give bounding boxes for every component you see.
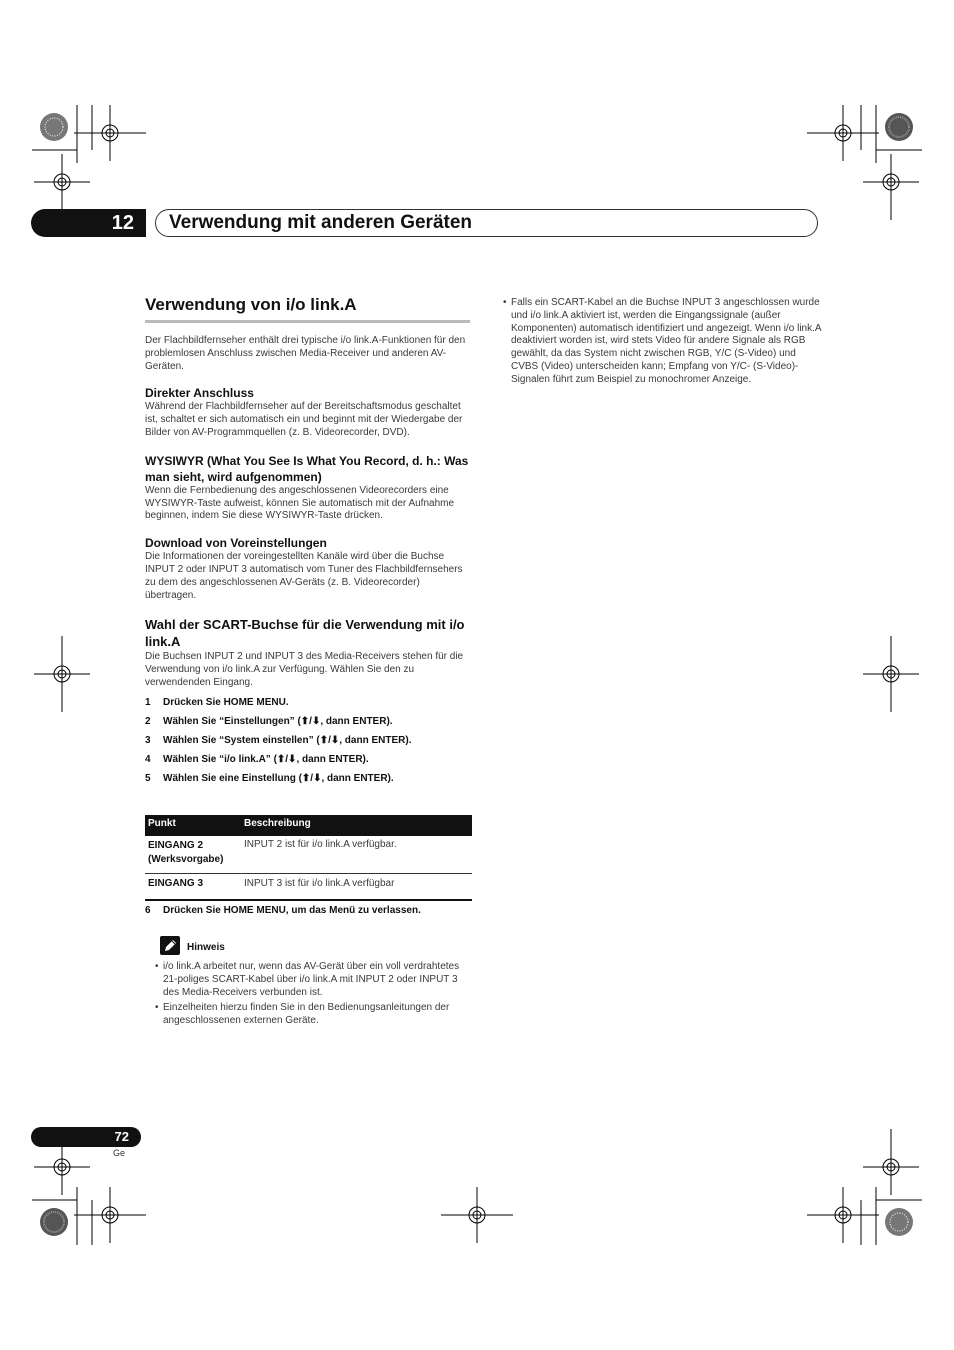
feature-text-direct: Während der Flachbildfernseher auf der Bereitschaftsmodus geschaltet ist, schaltet er sich automatisch ein und beginnt mit der Wiedergabe der Bilder von AV-Programmquellen (z. B. Videorecorder, DVD). — [145, 401, 463, 438]
table-cell-item: EINGANG 2 (Werksvorgabe) — [148, 840, 224, 865]
feature-heading-download: Download von Voreinstellungen — [145, 536, 327, 551]
table-cell-desc: INPUT 2 ist für i/o link.A verfügbar. — [244, 839, 397, 850]
settings-table — [145, 815, 472, 901]
chapter-title: Verwendung mit anderen Geräten — [169, 212, 473, 233]
step-item: 3 Wählen Sie “System einstellen” (⬆/⬇, dann ENTER). — [145, 734, 412, 746]
language-code: Ge — [113, 1148, 126, 1158]
step-item: 2 Wählen Sie “Einstellungen” (⬆/⬇, dann ENTER). — [145, 715, 393, 727]
chapter-number-tab — [31, 209, 146, 237]
table-header-item: Punkt — [148, 818, 176, 829]
chapter-number: 12 — [111, 212, 134, 234]
section-intro: Der Flachbildfernseher enthält drei typische i/o link.A-Funktionen für den problemlosen Anschluss zwischen Media-Receiver und anderen AV-Geräten. — [145, 335, 466, 372]
pencil-note-icon — [160, 936, 180, 955]
note-item: • Einzelheiten hierzu finden Sie in den Bedienungsanleitungen der angeschlossenen externen Geräte. — [155, 1002, 470, 1028]
table-row — [145, 874, 472, 901]
feature-heading-direct: Direkter Anschluss — [145, 386, 254, 401]
step-item: 1 Drücken Sie HOME MENU. — [145, 696, 289, 708]
note-box — [155, 936, 470, 1028]
note-item: • i/o link.A arbeitet nur, wenn das AV-Gerät über ein voll verdrahtetes 21-poliges SCART-Kabel über i/o link.A mit INPUT 2 oder INPUT 3 des Media-Receivers verbunden ist. — [155, 961, 470, 999]
step-item: 5 Wählen Sie eine Einstellung (⬆/⬇, dann ENTER). — [145, 772, 394, 784]
chapter-title-box — [155, 209, 818, 237]
page-number-tab — [31, 1127, 141, 1147]
table-cell-desc: INPUT 3 ist für i/o link.A verfügbar — [244, 878, 395, 889]
left-column — [145, 295, 470, 792]
table-row — [145, 836, 472, 874]
page-number: 72 — [114, 1129, 129, 1144]
right-column-bullet: • Falls ein SCART-Kabel an die Buchse INPUT 3 angeschlossen wurde und i/o link.A aktiviert ist, werden die Eingangssignale (außer Komponenten) automatisch identifiziert und angezeigt. Wenn i/o link.A deaktiviert worden ist, wird stets Video für andere Signale als RGB gewählt, da das System nicht zwischen RGB, Y/C (S-Video) und CVBS (Video) unterscheiden kann; Empfang von Y/C- (S-Video)-Signalen führt zum Beispiel zu monochromer Anzeige. — [503, 297, 825, 387]
note-title: Hinweis — [187, 942, 225, 953]
table-header — [145, 815, 472, 836]
step-item: 6 Drücken Sie HOME MENU, um das Menü zu verlassen. — [145, 905, 421, 916]
feature-heading-wysiwyr: WYSIWYR (What You See Is What You Record, d. h.: Was man sieht, wird aufgenommen) — [145, 453, 469, 484]
step-item: 4 Wählen Sie “i/o link.A” (⬆/⬇, dann ENTER). — [145, 753, 369, 765]
feature-text-wysiwyr: Wenn die Fernbedienung des angeschlossenen Videorecorders eine WYSIWYR-Taste aufweist, können Sie automatisch mit der Aufnahme beginnen, indem Sie diese WYSIWYR-Taste drücken. — [145, 484, 455, 522]
scart-intro: Die Buchsen INPUT 2 und INPUT 3 des Media-Receivers stehen für die Verwendung von i/o link.A zur Verfügung. Wählen Sie den zu verwendenden Eingang. — [145, 651, 464, 688]
table-header-desc: Beschreibung — [244, 818, 311, 829]
steps-list — [145, 697, 470, 792]
feature-text-download: Die Informationen der voreingestellten Kanäle wird über die Buchse INPUT 2 oder INPUT 3 automatisch vom Tuner des Flachbildfernsehers zu dem des angeschlossenen AV-Geräts (z. B. Videorecorder) übertragen. — [145, 551, 463, 601]
table-cell-item: EINGANG 3 — [148, 878, 204, 889]
section-title: Verwendung von i/o link.A — [145, 295, 470, 323]
scart-heading: Wahl der SCART-Buchse für die Verwendung mit i/o link.A — [145, 617, 465, 650]
